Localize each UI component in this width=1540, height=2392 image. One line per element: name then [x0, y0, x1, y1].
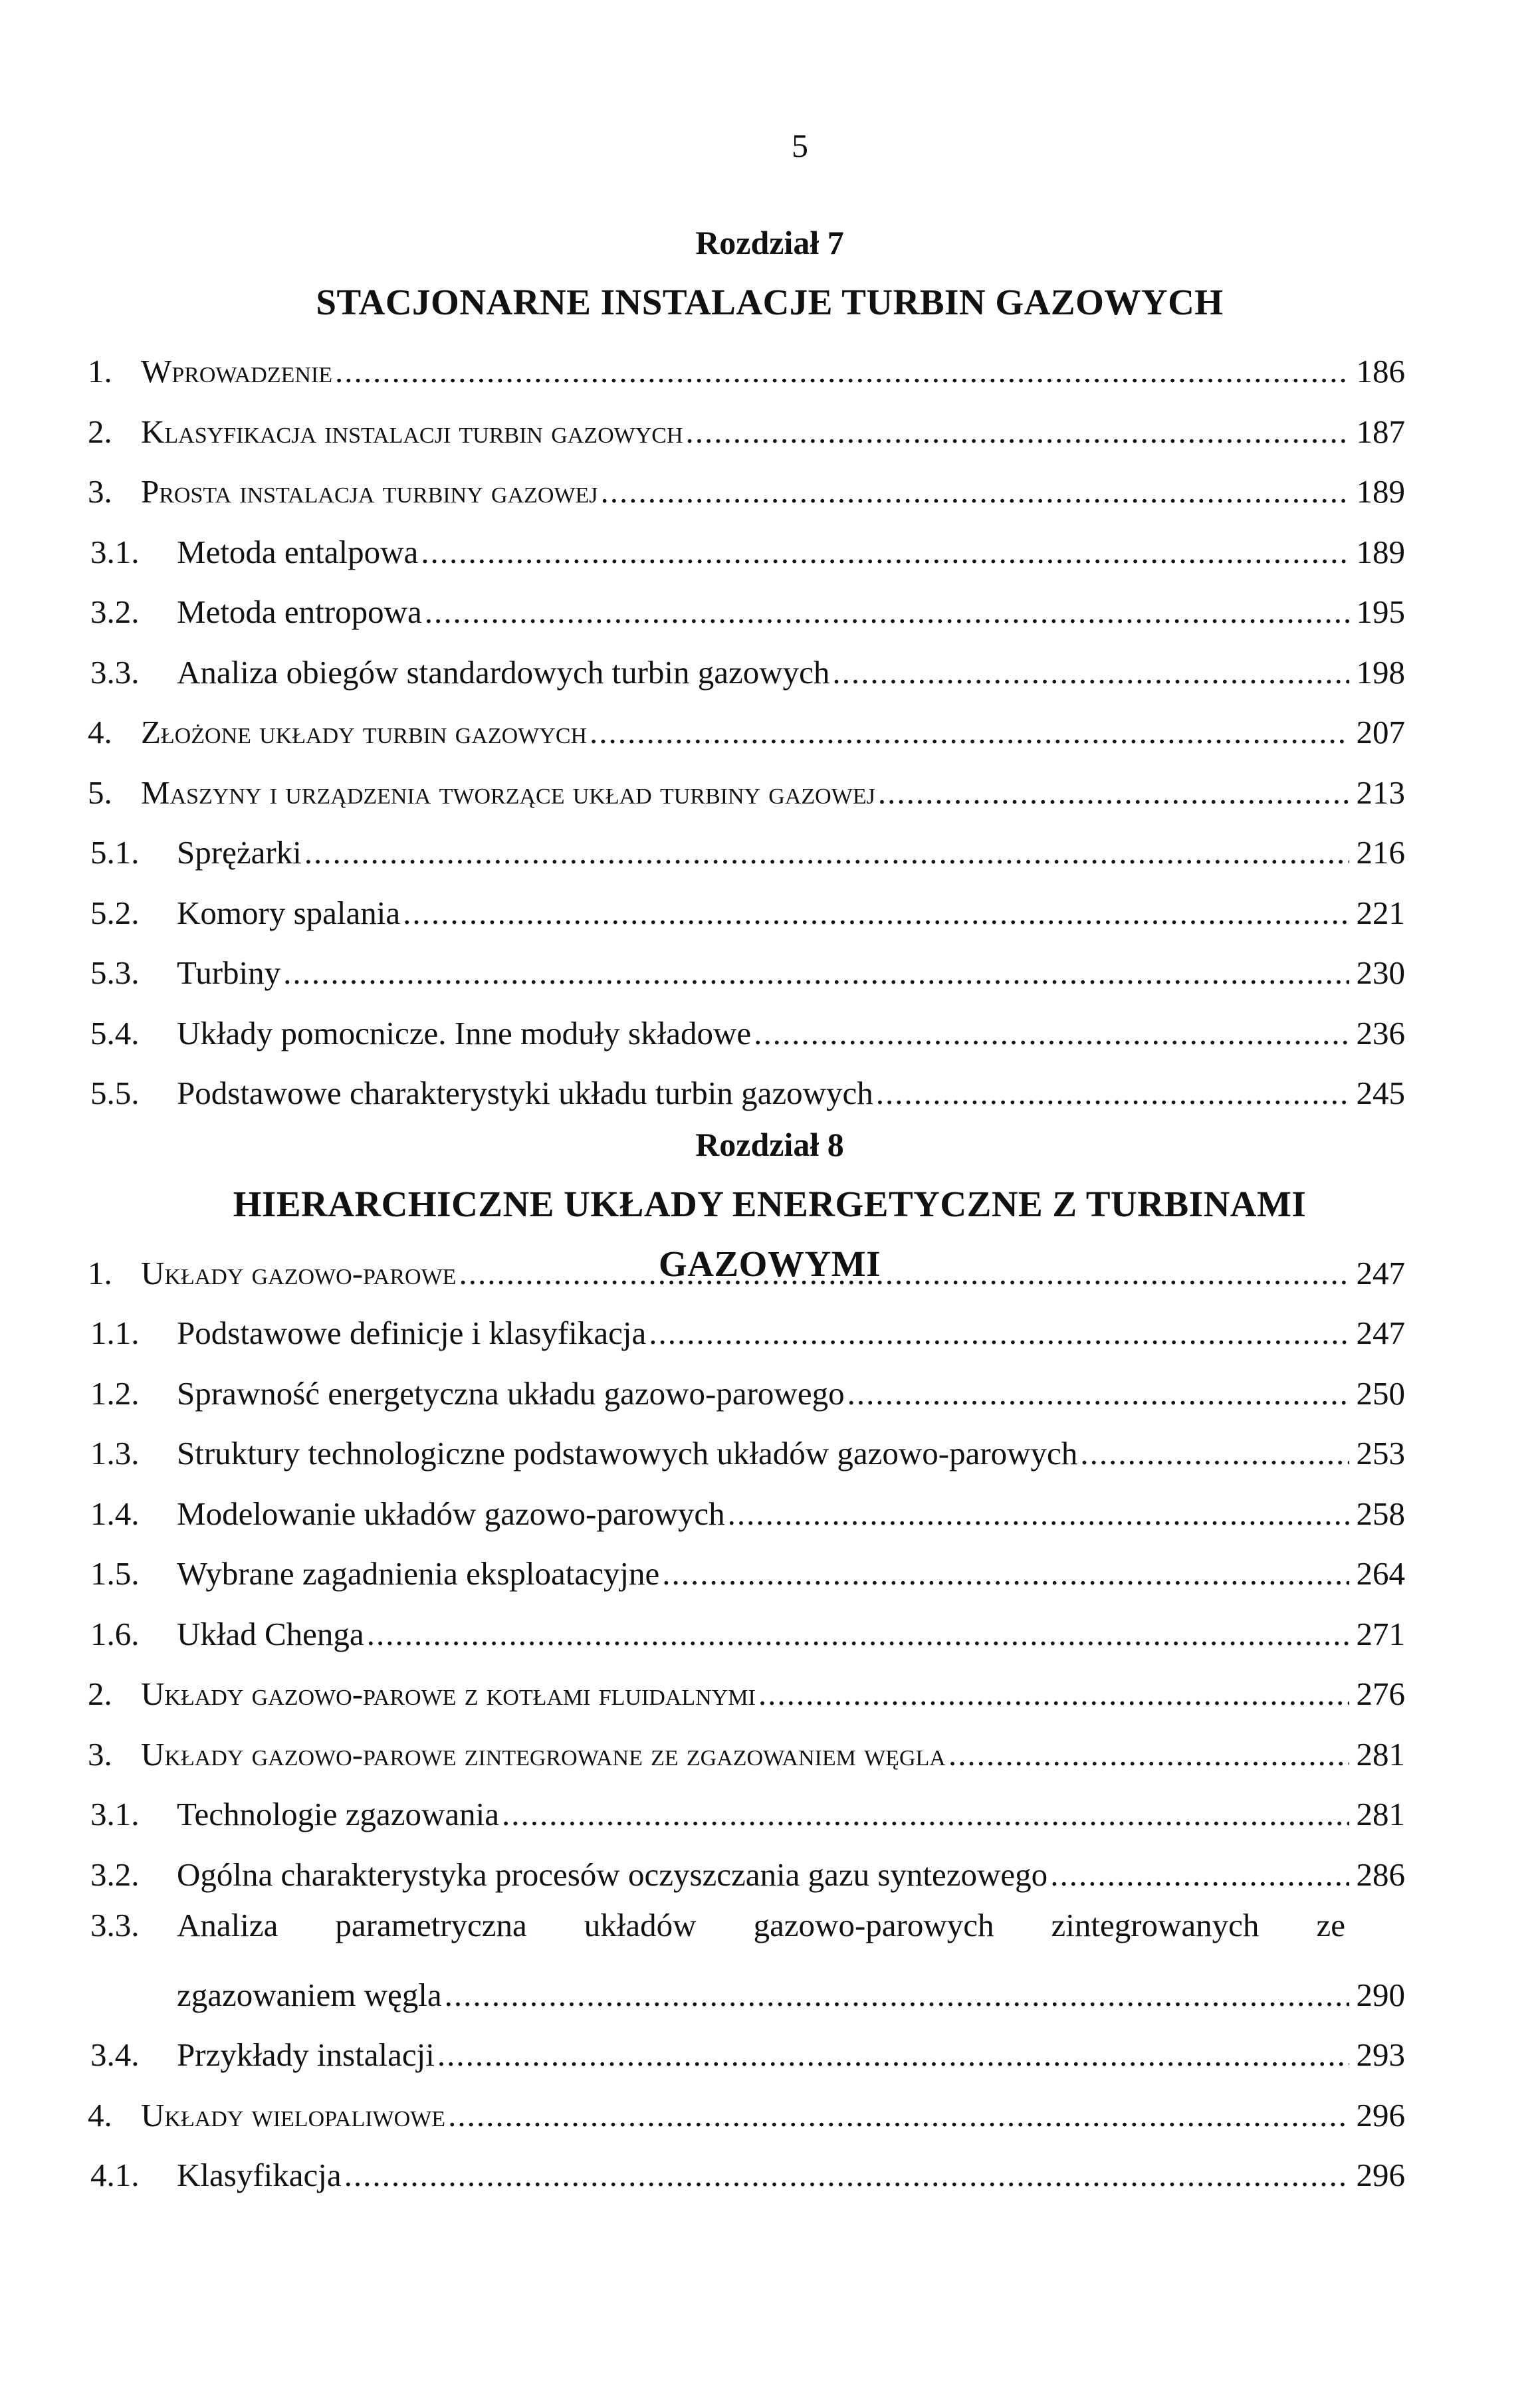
toc-entry — [88, 934, 1405, 994]
entry-text: zgazowaniem węgla — [177, 1976, 442, 2013]
entry-number: 5.2. — [90, 894, 140, 931]
entry-page: 276 — [1356, 1676, 1405, 1712]
entry-text: Układy wielopaliwowe — [141, 2096, 446, 2133]
toc-entry — [88, 1294, 1405, 1355]
entry-page: 189 — [1356, 533, 1405, 570]
entry-number: 1.2. — [90, 1374, 140, 1412]
dot-leader — [367, 1604, 1349, 1665]
dot-leader — [878, 763, 1349, 823]
entry-text: Układy gazowo-parowe — [141, 1254, 457, 1291]
entry-text: Złożone układy turbin gazowych — [141, 714, 588, 750]
chapter-heading: Rozdział 7 — [695, 224, 844, 261]
entry-page: 221 — [1356, 894, 1405, 931]
entry-word: parametryczna — [335, 1907, 527, 1943]
toc-entry — [88, 814, 1405, 874]
toc-entry — [88, 2136, 1405, 2197]
dot-leader — [502, 1785, 1349, 1845]
entry-number: 5.4. — [90, 1014, 140, 1051]
entry-number: 3.3. — [90, 1907, 140, 1943]
toc-entry — [88, 994, 1405, 1055]
entry-page: 230 — [1356, 954, 1405, 991]
toc-entry — [88, 874, 1405, 934]
entry-page: 253 — [1356, 1435, 1405, 1471]
entry-number: 1. — [88, 1254, 112, 1291]
page-number: 5 — [792, 127, 808, 164]
entry-number: 3. — [88, 473, 112, 510]
toc-entry — [88, 1355, 1405, 1415]
entry-page: 186 — [1356, 353, 1405, 389]
dot-leader — [590, 703, 1349, 763]
toc-entry — [88, 332, 1405, 393]
entry-word: zintegrowanych — [1051, 1907, 1260, 1943]
entry-page: 247 — [1356, 1315, 1405, 1351]
dot-leader — [448, 2086, 1349, 2146]
entry-number: 1.5. — [90, 1555, 140, 1592]
entry-number: 5.1. — [90, 834, 140, 871]
chapter-heading: Rozdział 8 — [695, 1125, 844, 1163]
entry-number: 4. — [88, 714, 112, 750]
entry-text: Maszyny i urządzenia tworzące układ turbiny gazowej — [141, 774, 875, 811]
entry-text: Przykłady instalacji — [177, 2036, 435, 2073]
table-of-contents — [88, 213, 1405, 2197]
chapter-title: STACJONARNE INSTALACJE TURBIN GAZOWYCH — [316, 282, 1224, 322]
entry-number: 3.1. — [90, 1796, 140, 1832]
entry-page: 286 — [1356, 1856, 1405, 1893]
entry-text: Sprężarki — [177, 834, 302, 871]
entry-page: 216 — [1356, 834, 1405, 871]
entry-number: 2. — [88, 413, 112, 450]
toc-entry — [88, 513, 1405, 574]
entry-page: 189 — [1356, 473, 1405, 510]
entry-page: 271 — [1356, 1615, 1405, 1652]
dot-leader — [283, 943, 1349, 1004]
toc-entry — [88, 1475, 1405, 1535]
dot-leader — [601, 462, 1349, 522]
entry-page: 296 — [1356, 2157, 1405, 2193]
entry-text: Analiza obiegów standardowych turbin gazowych — [177, 653, 830, 691]
toc-entry — [88, 633, 1405, 694]
dot-leader — [1080, 1424, 1349, 1484]
dot-leader — [847, 1364, 1349, 1424]
entry-page: 258 — [1356, 1495, 1405, 1532]
entry-page: 187 — [1356, 413, 1405, 450]
entry-page: 264 — [1356, 1555, 1405, 1592]
entry-number: 5.5. — [90, 1075, 140, 1111]
toc-entry-line1 — [88, 1896, 1405, 1956]
entry-page: 207 — [1356, 714, 1405, 750]
entry-text: Klasyfikacja instalacji turbin gazowych — [141, 413, 683, 450]
toc-entry — [88, 453, 1405, 513]
entry-words — [177, 1896, 1405, 1956]
dot-leader — [662, 1544, 1349, 1604]
entry-number: 1.6. — [90, 1615, 140, 1652]
entry-text: Wybrane zagadnienia eksploatacyjne — [177, 1555, 660, 1592]
entry-page: 247 — [1356, 1254, 1405, 1291]
dot-leader — [832, 643, 1349, 703]
entry-number: 3.4. — [90, 2036, 140, 2073]
toc-entry — [88, 693, 1405, 754]
entry-number: 2. — [88, 1676, 112, 1712]
entry-number: 1.1. — [90, 1315, 140, 1351]
entry-text: Metoda entropowa — [177, 594, 422, 630]
dot-leader — [425, 582, 1349, 643]
dot-leader — [437, 2025, 1349, 2086]
dot-leader — [876, 1063, 1349, 1124]
entry-word: gazowo-parowych — [753, 1907, 994, 1943]
entry-text: Klasyfikacja — [177, 2157, 342, 2193]
entry-text: Modelowanie układów gazowo-parowych — [177, 1495, 725, 1532]
dot-leader — [754, 1004, 1349, 1064]
toc-entry — [88, 1054, 1405, 1115]
dot-leader — [445, 1965, 1349, 2026]
entry-number: 3. — [88, 1735, 112, 1773]
dot-leader — [728, 1484, 1349, 1545]
entry-word: ze — [1316, 1907, 1345, 1943]
entry-word: układów — [584, 1907, 697, 1943]
entry-text: Metoda entalpowa — [177, 533, 419, 570]
toc-entry — [88, 754, 1405, 814]
entry-text: Sprawność energetyczna układu gazowo-parowego — [177, 1374, 845, 1412]
toc-entry — [88, 1715, 1405, 1776]
entry-page: 236 — [1356, 1014, 1405, 1051]
entry-number: 4.1. — [90, 2157, 140, 2193]
entry-number: 3.2. — [90, 594, 140, 630]
dot-leader — [335, 342, 1349, 402]
entry-text: Turbiny — [177, 954, 281, 991]
entry-text: Podstawowe definicje i klasyfikacja — [177, 1315, 647, 1351]
entry-text: Ogólna charakterystyka procesów oczyszczania gazu syntezowego — [177, 1856, 1048, 1893]
entry-page: 293 — [1356, 2036, 1405, 2073]
entry-text: Technologie zgazowania — [177, 1796, 499, 1832]
entry-number: 3.2. — [90, 1856, 140, 1893]
entry-page: 281 — [1356, 1735, 1405, 1773]
entry-number: 4. — [88, 2096, 112, 2133]
toc-entry — [88, 1775, 1405, 1836]
entry-word: Analiza — [177, 1907, 278, 1943]
entry-text: Struktury technologiczne podstawowych układów gazowo-parowych — [177, 1435, 1078, 1471]
entry-page: 250 — [1356, 1374, 1405, 1412]
dot-leader — [304, 823, 1349, 883]
dot-leader — [686, 402, 1349, 463]
entry-number: 1.3. — [90, 1435, 140, 1471]
entry-number: 1. — [88, 353, 112, 389]
toc-entry — [88, 2076, 1405, 2137]
dot-leader — [649, 1303, 1349, 1364]
entry-text: Układy pomocnicze. Inne moduły składowe — [177, 1014, 752, 1051]
dot-leader — [948, 1725, 1349, 1785]
toc-entry — [88, 1836, 1405, 1896]
toc-entry — [88, 1414, 1405, 1475]
toc-entry — [88, 1595, 1405, 1656]
entry-page: 290 — [1356, 1976, 1405, 2013]
toc-entry-line2 — [88, 1956, 1405, 2016]
dot-leader — [758, 1664, 1349, 1725]
entry-text: Komory spalania — [177, 894, 401, 931]
entry-text: Układy gazowo-parowe z kotłami fluidalnymi — [141, 1676, 756, 1712]
entry-number: 5.3. — [90, 954, 140, 991]
entry-text: Układ Chenga — [177, 1615, 364, 1652]
toc-entry — [88, 573, 1405, 633]
dot-leader — [403, 883, 1349, 944]
entry-number: 3.1. — [90, 533, 140, 570]
entry-page: 213 — [1356, 774, 1405, 811]
entry-text: Podstawowe charakterystyki układu turbin gazowych — [177, 1075, 873, 1111]
toc-entry — [88, 393, 1405, 453]
entry-page: 198 — [1356, 653, 1405, 691]
toc-entry — [88, 2016, 1405, 2076]
entry-number: 1.4. — [90, 1495, 140, 1532]
entry-page: 195 — [1356, 594, 1405, 630]
entry-page: 245 — [1356, 1075, 1405, 1111]
entry-page: 281 — [1356, 1796, 1405, 1832]
dot-leader — [459, 1244, 1349, 1304]
entry-text: Wprowadzenie — [141, 353, 333, 389]
entry-text: Układy gazowo-parowe zintegrowane ze zgazowaniem węgla — [141, 1735, 946, 1773]
dot-leader — [421, 522, 1349, 583]
toc-entry — [88, 1535, 1405, 1595]
dot-leader — [344, 2145, 1349, 2206]
entry-number: 3.3. — [90, 653, 140, 691]
toc-entry — [88, 1655, 1405, 1715]
entry-page: 296 — [1356, 2096, 1405, 2133]
entry-text: Prosta instalacja turbiny gazowej — [141, 473, 598, 510]
toc-entry — [88, 1234, 1405, 1295]
chapter-title: HIERARCHICZNE UKŁADY ENERGETYCZNE Z TURBINAMI GAZOWYMI — [233, 1183, 1307, 1284]
entry-number: 5. — [88, 774, 112, 811]
